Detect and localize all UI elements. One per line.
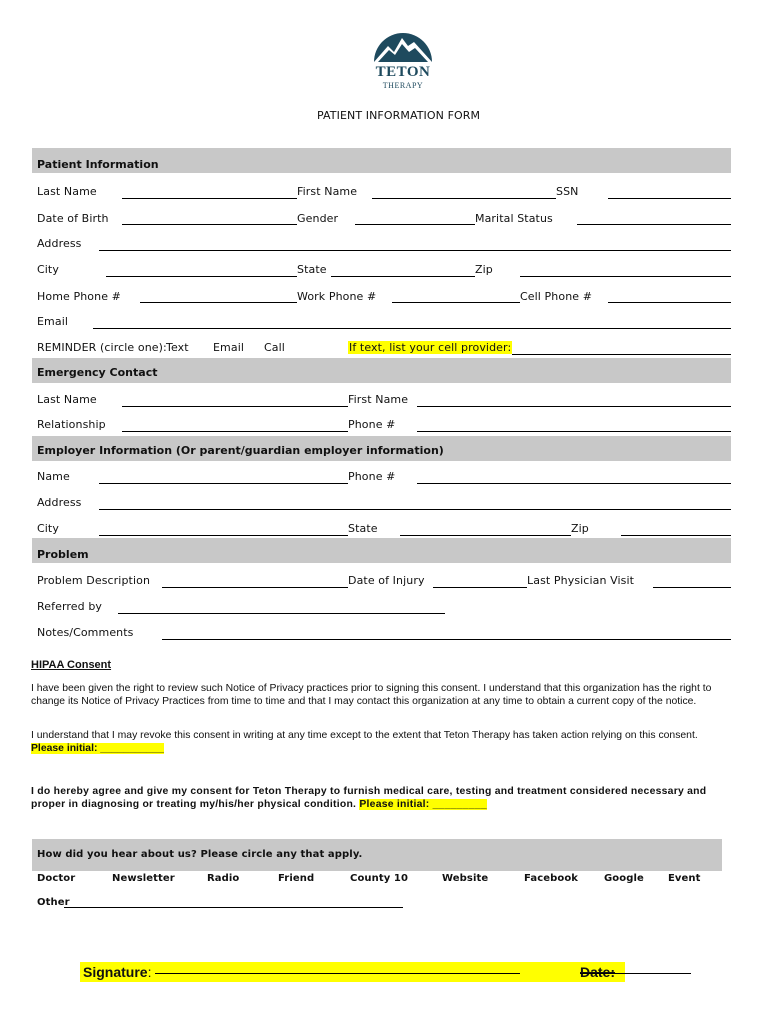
gender-field[interactable] — [355, 224, 475, 225]
home-phone-field[interactable] — [140, 302, 297, 303]
employer-address-field[interactable] — [99, 509, 731, 510]
hear-option-doctor[interactable]: Doctor — [37, 873, 76, 884]
employer-state-label: State — [348, 522, 378, 535]
state-field[interactable] — [331, 276, 475, 277]
last-name-field[interactable] — [122, 198, 297, 199]
ssn-field[interactable] — [608, 198, 731, 199]
date-of-injury-field[interactable] — [433, 587, 527, 588]
cell-provider-field[interactable] — [512, 354, 731, 355]
city-label: City — [37, 263, 59, 276]
hipaa-paragraph-3 — [31, 785, 729, 811]
dob-field[interactable] — [122, 224, 297, 225]
work-phone-field[interactable] — [392, 302, 520, 303]
emergency-first-name-label: First Name — [348, 393, 409, 406]
relationship-field[interactable] — [122, 431, 348, 432]
employer-section-title: Employer Information (Or parent/guardian employer information) — [37, 444, 444, 457]
employer-phone-field[interactable] — [417, 483, 731, 484]
signature-highlight — [80, 962, 625, 982]
referred-by-field[interactable] — [118, 613, 445, 614]
marital-status-label: Marital Status — [475, 212, 553, 225]
hipaa-paragraph-2-text: I understand that I may revoke this consent in writing at any time except to the extent that Teton Therapy has taken action relying on this consent. — [31, 730, 698, 741]
address-field[interactable] — [99, 250, 731, 251]
initial-field-1[interactable]: Please initial: ___________ — [31, 743, 164, 754]
hear-about-question: How did you hear about us? Please circle any that apply. — [37, 849, 363, 860]
reminder-option-call[interactable]: Call — [264, 341, 285, 354]
city-field[interactable] — [106, 276, 297, 277]
signature-field[interactable] — [155, 973, 520, 974]
signature-colon: : — [147, 964, 152, 980]
date-label: Date: — [580, 964, 616, 980]
cell-provider-prompt: If text, list your cell provider: — [349, 341, 512, 354]
hear-option-radio[interactable]: Radio — [207, 873, 240, 884]
employer-zip-field[interactable] — [621, 535, 731, 536]
marital-status-field[interactable] — [577, 224, 731, 225]
emergency-first-name-field[interactable] — [417, 406, 731, 407]
page-title: PATIENT INFORMATION FORM — [317, 109, 481, 122]
reminder-option-text[interactable]: Text — [166, 341, 189, 354]
last-physician-label: Last Physician Visit — [527, 574, 635, 587]
employer-name-field[interactable] — [99, 483, 348, 484]
signature-label — [83, 964, 151, 980]
hear-option-newsletter[interactable]: Newsletter — [112, 873, 175, 884]
emergency-last-name-label: Last Name — [37, 393, 97, 406]
dob-label: Date of Birth — [37, 212, 109, 225]
notes-field[interactable] — [162, 639, 731, 640]
gender-label: Gender — [297, 212, 339, 225]
employer-city-label: City — [37, 522, 59, 535]
teton-therapy-logo — [368, 24, 438, 96]
logo-name: TETON — [375, 64, 431, 80]
employer-phone-label: Phone # — [348, 470, 396, 483]
notes-label: Notes/Comments — [37, 626, 134, 639]
reminder-label: REMINDER (circle one): — [37, 341, 167, 354]
emergency-phone-field[interactable] — [417, 431, 731, 432]
hear-option-google[interactable]: Google — [604, 873, 644, 884]
employer-zip-label: Zip — [571, 522, 589, 535]
hipaa-paragraph-3-text: I do hereby agree and give my consent for Teton Therapy to furnish medical care, testing and treatment considered necessary and proper in diagnosing or treating my/his/her physical condition. — [31, 786, 707, 810]
referred-by-label: Referred by — [37, 600, 103, 613]
logo-subtitle: THERAPY — [382, 81, 424, 90]
hear-option-facebook[interactable]: Facebook — [524, 873, 579, 884]
problem-description-field[interactable] — [162, 587, 348, 588]
home-phone-label: Home Phone # — [37, 290, 121, 303]
emergency-last-name-field[interactable] — [122, 406, 348, 407]
emergency-section-title: Emergency Contact — [37, 366, 158, 379]
work-phone-label: Work Phone # — [297, 290, 377, 303]
date-field[interactable] — [580, 973, 691, 974]
email-label: Email — [37, 315, 69, 328]
hear-option-friend[interactable]: Friend — [278, 873, 315, 884]
other-label: Other — [37, 897, 70, 908]
cell-phone-field[interactable] — [608, 302, 731, 303]
zip-field[interactable] — [520, 276, 731, 277]
initial-field-2[interactable]: Please initial: _________ — [359, 799, 487, 810]
date-of-injury-label: Date of Injury — [348, 574, 425, 587]
problem-section-title: Problem — [37, 548, 89, 561]
reminder-option-email[interactable]: Email — [213, 341, 245, 354]
last-physician-field[interactable] — [653, 587, 731, 588]
address-label: Address — [37, 237, 82, 250]
emergency-phone-label: Phone # — [348, 418, 396, 431]
first-name-field[interactable] — [372, 198, 556, 199]
zip-label: Zip — [475, 263, 493, 276]
employer-state-field[interactable] — [400, 535, 571, 536]
patient-section-title: Patient Information — [37, 158, 159, 171]
problem-section-band — [32, 538, 731, 563]
signature-label-text: Signature — [83, 964, 148, 980]
hipaa-paragraph-2 — [31, 729, 729, 755]
first-name-label: First Name — [297, 185, 358, 198]
mountain-logo-icon — [368, 24, 438, 64]
state-label: State — [297, 263, 327, 276]
hear-option-county-10[interactable]: County 10 — [350, 873, 409, 884]
relationship-label: Relationship — [37, 418, 106, 431]
employer-address-label: Address — [37, 496, 82, 509]
other-field[interactable] — [64, 907, 403, 908]
ssn-label: SSN — [556, 185, 579, 198]
last-name-label: Last Name — [37, 185, 97, 198]
email-field[interactable] — [93, 328, 731, 329]
hipaa-title: HIPAA Consent — [31, 659, 112, 671]
hear-option-event[interactable]: Event — [668, 873, 701, 884]
employer-name-label: Name — [37, 470, 70, 483]
problem-description-label: Problem Description — [37, 574, 151, 587]
hear-option-website[interactable]: Website — [442, 873, 489, 884]
cell-phone-label: Cell Phone # — [520, 290, 593, 303]
hipaa-paragraph-1: I have been given the right to review such Notice of Privacy practices prior to signing this consent. I understand that this organization has the right to change its Notice of Privacy Practices from time to time and that I may contact this organization at any time to obtain a current copy of the notice. — [31, 683, 712, 707]
employer-city-field[interactable] — [99, 535, 348, 536]
